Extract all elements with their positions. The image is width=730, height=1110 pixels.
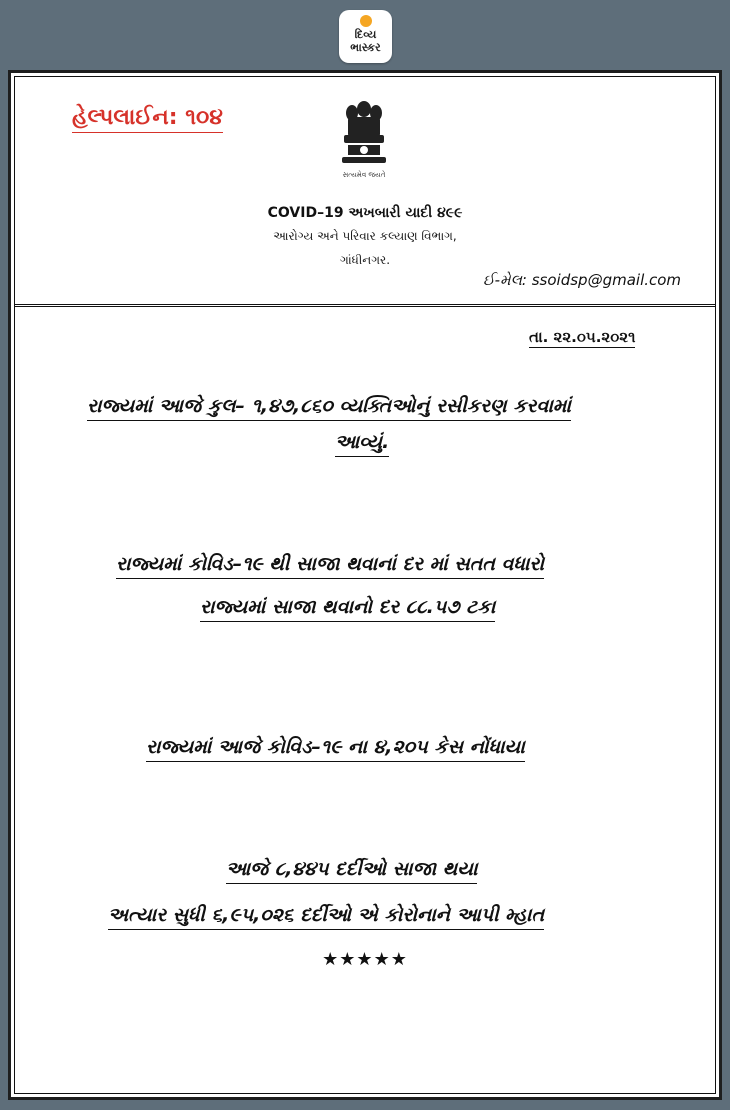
end-stars: ★★★★★ — [322, 949, 408, 970]
department-name: આરોગ્ય અને પરિવાર કલ્યાણ વિભાગ, — [273, 229, 457, 243]
cases-headline: રાજ્યમાં આજે કોવિડ–૧૯ ના ૪,૨૦૫ કેસ નોંધાયા — [146, 736, 525, 762]
vaccination-headline-1: રાજ્યમાં આજે કુલ– ૧,૪૭,૮૬૦ વ્યક્તિઓનું રસીકરણ કરવામાં — [87, 395, 571, 421]
divya-bhaskar-logo[interactable] — [339, 10, 392, 63]
press-release-document — [8, 70, 722, 1100]
logo-line2: ભાસ્કર — [350, 41, 381, 54]
national-emblem-icon — [336, 95, 392, 179]
helpline: હેલ્પલાઈન: ૧૦૪ — [72, 105, 223, 133]
recovery-headline-2: રાજ્યમાં સાજા થવાનો દર ૮૮.૫૭ ટકા — [200, 596, 495, 622]
header-divider — [15, 304, 715, 307]
recovery-headline-1: રાજ્યમાં કોવિડ–૧૯ થી સાજા થવાનાં દર માં સતત વધારો — [116, 553, 544, 579]
email-contact: ઈ-મેલ: ssoidsp@gmail.com — [483, 271, 682, 289]
release-title: COVID–19 અખબારી યાદી ૪૯૯ — [267, 205, 463, 221]
sun-icon — [360, 15, 372, 27]
recovered-total-headline: અત્યાર સુધી ૬,૯૫,૦૨૬ દર્દીઓ એ કોરોનાને આપી મ્હાત — [108, 904, 544, 930]
recovered-today-headline: આજે ૮,૪૪૫ દર્દીઓ સાજા થયા — [226, 858, 477, 884]
vaccination-headline-2: આવ્યું. — [335, 431, 389, 457]
logo-line1: દિવ્ય — [354, 28, 377, 41]
city-name: ગાંધીનગર. — [339, 253, 391, 267]
release-date: તા. ૨૨.૦૫.૨૦૨૧ — [529, 328, 636, 346]
emblem-motto: સત્યમેવ જયતે — [342, 171, 386, 179]
